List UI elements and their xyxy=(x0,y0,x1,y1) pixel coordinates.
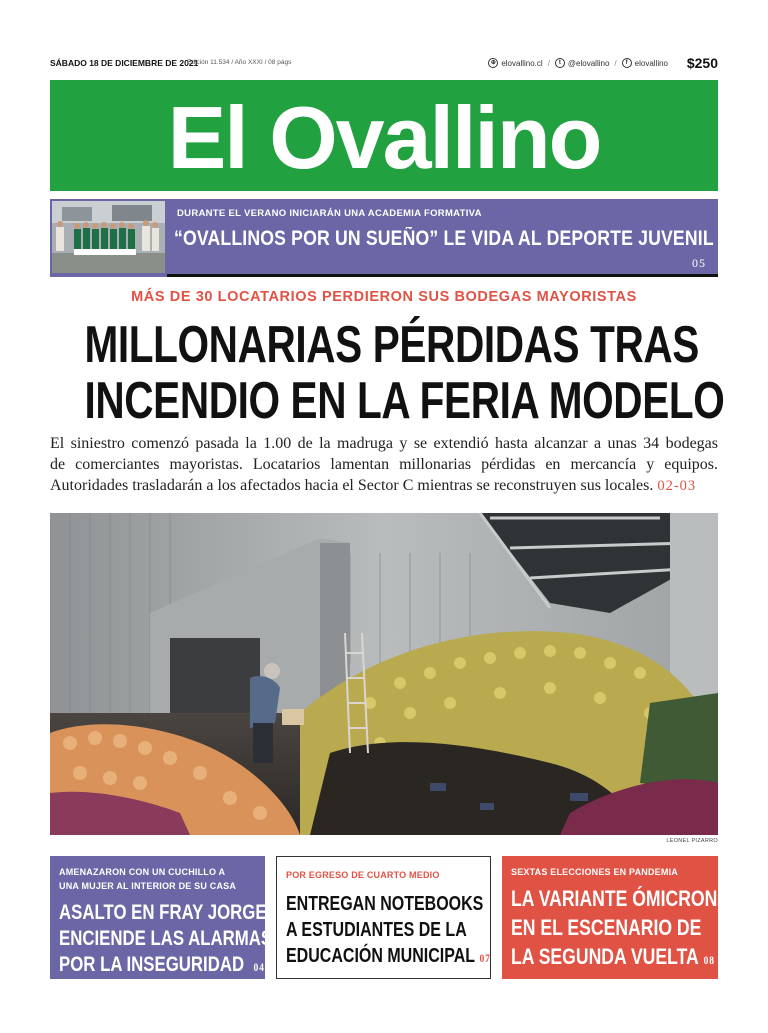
deck-line: El siniestro comenzó pasada la 1.00 de la madruga y se extendió hasta alcanzar a unas 34 bodegas xyxy=(50,435,718,452)
title-line: A ESTUDIANTES DE LA xyxy=(286,919,467,941)
box-kicker xyxy=(59,865,257,893)
title-line: EN EL ESCENARIO DE xyxy=(511,915,702,940)
promo-divider xyxy=(167,274,718,277)
story-box-assault[interactable] xyxy=(50,856,273,979)
box-page-number: 08 xyxy=(703,953,715,967)
headline-line: INCENDIO EN LA FERIA MODELO xyxy=(84,372,725,430)
kicker-line: AMENAZARON CON UN CUCHILLO A xyxy=(59,867,226,877)
separator: / xyxy=(614,58,617,68)
promo-band[interactable] xyxy=(50,199,718,277)
facebook-icon: f xyxy=(622,58,632,68)
twitter-link[interactable]: @elovallino xyxy=(567,58,610,68)
promo-page-number: 05 xyxy=(692,256,706,270)
main-kicker: MÁS DE 30 LOCATARIOS PERDIERON SUS BODEGAS MAYORISTAS xyxy=(131,289,637,305)
main-photo[interactable] xyxy=(50,513,718,835)
issue-date: SÁBADO 18 DE DICIEMBRE DE 2021 xyxy=(50,58,199,68)
globe-icon: ⊕ xyxy=(488,58,498,68)
title-line: ENTREGAN NOTEBOOKS xyxy=(286,893,484,915)
title-line xyxy=(511,942,717,975)
title-line xyxy=(59,952,272,980)
box-page-number: 07 xyxy=(479,951,491,965)
cover-price: $250 xyxy=(686,55,718,71)
box-title xyxy=(511,884,768,975)
title-line: ASALTO EN FRAY JORGE xyxy=(59,901,267,924)
title-line: ENCIENDE LAS ALARMAS xyxy=(59,927,273,950)
title-text: EDUCACIÓN MUNICIPAL xyxy=(286,945,476,967)
website-link[interactable]: elovallino.cl xyxy=(501,58,543,68)
top-info-bar xyxy=(50,55,718,73)
team-photo-image xyxy=(52,201,165,273)
twitter-icon: t xyxy=(555,58,565,68)
promo-title[interactable]: “OVALLINOS POR UN SUEÑO” LE VIDA AL DEPORTE JUVENIL xyxy=(174,227,714,250)
deck-page-ref: 02-03 xyxy=(657,478,697,494)
promo-thumbnail xyxy=(52,201,165,273)
main-deck xyxy=(50,433,718,497)
facebook-link[interactable]: elovallino xyxy=(634,58,668,68)
box-kicker xyxy=(511,865,710,879)
title-line: LA VARIANTE ÓMICRON xyxy=(511,886,718,911)
edition-info: Edición 11.534 / Año XXXI / 08 págs xyxy=(187,59,292,66)
box-kicker xyxy=(286,868,482,882)
story-box-omicron[interactable] xyxy=(502,856,718,979)
kicker-line: UNA MUJER AL INTERIOR DE SU CASA xyxy=(59,881,237,891)
title-text: POR LA INSEGURIDAD xyxy=(59,953,245,976)
deck-line: de comerciantes mayoristas. Locatarios lamentan millonarias pérdidas en mercancía y equipos. xyxy=(50,456,718,473)
main-headline[interactable] xyxy=(0,317,768,429)
kicker-line: SEXTAS ELECCIONES EN PANDEMIA xyxy=(511,867,678,877)
kicker-line: POR EGRESO DE CUARTO MEDIO xyxy=(286,870,440,880)
story-box-notebooks[interactable] xyxy=(276,856,491,979)
masthead xyxy=(50,80,718,191)
deck-text: Autoridades trasladarán a los afectados hacia el Sector C mientras se reconstruyen sus locales. xyxy=(50,477,654,494)
separator: / xyxy=(547,58,550,68)
promo-kicker: DURANTE EL VERANO INICIARÁN UNA ACADEMIA FORMATIVA xyxy=(177,208,482,219)
deck-line xyxy=(50,475,718,497)
box-page-number: 04 xyxy=(253,960,265,974)
fire-damage-photo xyxy=(50,513,718,835)
newspaper-logo[interactable]: El Ovallino xyxy=(167,87,601,187)
social-links xyxy=(488,58,668,68)
headline-line: MILLONARIAS PÉRDIDAS TRAS xyxy=(84,316,699,374)
title-text: LA SEGUNDA VUELTA xyxy=(511,944,699,969)
title-line xyxy=(286,943,491,971)
photo-credit: LEONEL PIZARRO xyxy=(666,838,718,844)
